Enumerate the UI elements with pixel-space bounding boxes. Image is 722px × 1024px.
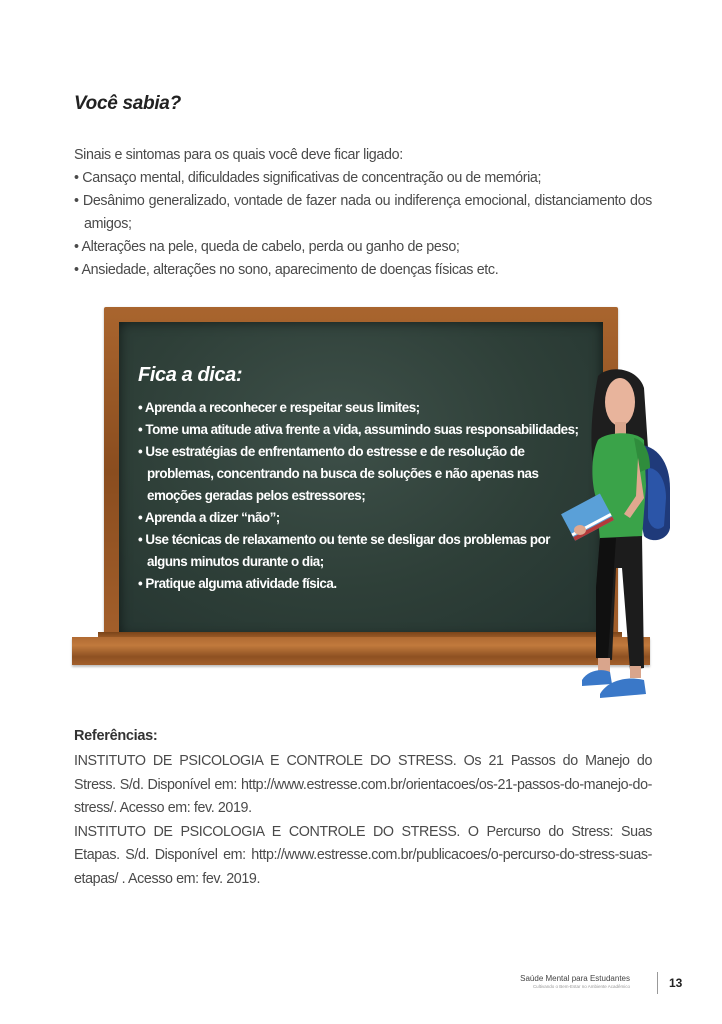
symptoms-intro: Sinais e sintomas para os quais você deve ficar ligado:	[74, 147, 403, 163]
tip-item: • Pratique alguma atividade física.	[138, 576, 337, 591]
reference-item: INSTITUTO DE PSICOLOGIA E CONTROLE DO STRESS. O Percurso do Stress: Suas Etapas. S/d. Disponível em: http://www.estresse.com.br/publicacoes/o-percurso-do-stress-suas-etapas/ . Acesso em: fev. 2019.	[74, 823, 652, 887]
shoe-icon	[582, 670, 612, 686]
face	[605, 378, 635, 426]
student-illustration	[560, 368, 680, 718]
tips-list	[138, 397, 588, 595]
tips-title: Fica a dica:	[138, 364, 243, 386]
tip-item: • Use estratégias de enfrentamento do estresse e de resolução de problemas, concentrando na busca de soluções e não apenas nas emoções geradas pelos estressores;	[138, 444, 539, 503]
section-title: Você sabia?	[74, 93, 181, 114]
tip-item: • Use técnicas de relaxamento ou tente se desligar dos problemas por alguns minutos durante o dia;	[138, 532, 550, 569]
footer-subtitle: Cultivando o Bem-Estar no Ambiente Acadêmico	[532, 984, 630, 989]
page-footer	[520, 974, 692, 998]
reference-item: INSTITUTO DE PSICOLOGIA E CONTROLE DO STRESS. Os 21 Passos do Manejo do Stress. S/d. Disponível em: http://www.estresse.com.br/orientacoes/os-21-passos-do-manejo-do-stress/. Acesso em: fev. 2019.	[74, 753, 652, 816]
tip-item: • Aprenda a dizer “não”;	[138, 510, 280, 525]
symptom-item: • Desânimo generalizado, vontade de fazer nada ou indiferença emocional, distanciamento dos amigos;	[74, 193, 652, 232]
symptom-item: • Ansiedade, alterações no sono, aparecimento de doenças físicas etc.	[74, 262, 499, 278]
page-number: 13	[669, 976, 683, 990]
symptoms-block	[74, 144, 652, 282]
references-list	[74, 750, 652, 891]
symptom-item: • Cansaço mental, dificuldades significativas de concentração ou de memória;	[74, 170, 542, 186]
references-title: Referências:	[74, 728, 158, 744]
tip-item: • Tome uma atitude ativa frente a vida, assumindo suas responsabilidades;	[138, 422, 579, 437]
tip-item: • Aprenda a reconhecer e respeitar seus limites;	[138, 400, 420, 415]
footer-title: Saúde Mental para Estudantes	[520, 974, 630, 983]
symptom-item: • Alterações na pele, queda de cabelo, perda ou ganho de peso;	[74, 239, 460, 255]
footer-divider	[657, 972, 658, 994]
